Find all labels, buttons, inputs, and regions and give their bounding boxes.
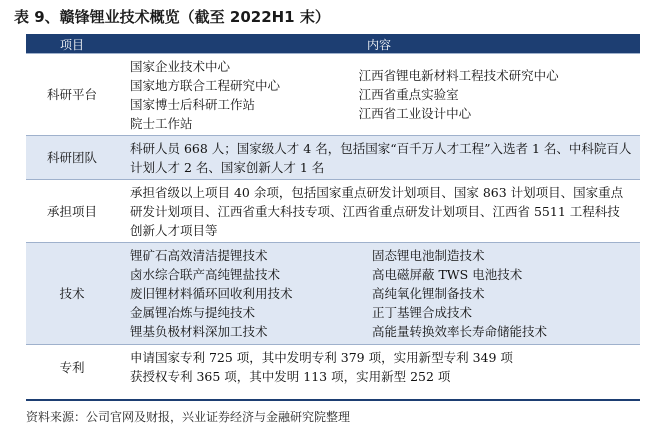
list-item: 锂矿石高效清洁提锂技术: [130, 248, 268, 263]
list-item: 锂基负极材料深加工技术: [130, 324, 268, 339]
list-item: 高能量转换效率长寿命储能技术: [372, 324, 548, 339]
list-item: 国家企业技术中心: [130, 58, 231, 74]
projects-text: 承担省级以上项目 40 余项，包括国家重点研发计划项目、国家 863 计划项目、国家重点研发计划项目、江西省重大科技专项、江西省重点研发计划项目、江西省 5511 工程科技创新人才项目等: [130, 184, 624, 238]
list-item: 江西省锂电新材料工程技术研究中心: [358, 68, 559, 83]
header-content: 内容: [118, 36, 640, 54]
table-row-tech: [26, 243, 640, 345]
list-item: 高电磁屏蔽 TWS 电池技术: [372, 267, 523, 282]
row-content-projects: [118, 180, 640, 243]
list-item: 江西省工业设计中心: [358, 106, 472, 121]
list-item: 申请国家专利 725 项，其中发明专利 379 项，实用新型专利 349 项: [130, 350, 513, 366]
list-item: 固态锂电池制造技术: [372, 248, 485, 263]
row-label-tech: 技术: [26, 243, 118, 345]
row-content-team: [118, 136, 640, 180]
team-text: 科研人员 668 人；国家级人才 4 名，包括国家“百千万人才工程”入选者 1 名、中科院百人计划人才 2 名、国家创新人才 1 名: [130, 140, 632, 175]
table-row-team: [26, 136, 640, 180]
tech-right-list: [372, 246, 632, 341]
row-label-platform: 科研平台: [26, 54, 118, 136]
list-item: 金属锂冶炼与提纯技术: [130, 305, 256, 320]
list-item: 卤水综合联产高纯锂盐技术: [130, 267, 281, 282]
platform-right-list: [359, 66, 632, 123]
row-content-patent: [118, 345, 640, 390]
tech-left-list: [130, 246, 360, 341]
header-item: 项目: [26, 36, 118, 54]
bottom-rule: [26, 399, 640, 401]
list-item: 正丁基锂合成技术: [372, 305, 473, 320]
row-content-tech: [118, 243, 640, 345]
table-row-projects: [26, 180, 640, 243]
list-item: 废旧锂材料循环回收利用技术: [130, 286, 293, 301]
table-row-patent: [26, 345, 640, 390]
platform-left-list: [130, 57, 359, 133]
row-content-platform: [118, 54, 640, 136]
list-item: 院士工作站: [130, 115, 193, 131]
row-label-patent: 专利: [26, 345, 118, 390]
header-row: [26, 36, 640, 54]
tech-overview-table: [26, 36, 640, 390]
table-row-platform: [26, 54, 640, 136]
row-label-projects: 承担项目: [26, 180, 118, 243]
list-item: 获授权专利 365 项，其中发明 113 项，实用新型 252 项: [130, 369, 451, 385]
source-note: 资料来源：公司官网及财报，兴业证券经济与金融研究院整理: [26, 410, 351, 424]
list-item: 高纯氧化锂制备技术: [372, 286, 485, 301]
list-item: 国家博士后科研工作站: [130, 96, 256, 112]
list-item: 江西省重点实验室: [358, 87, 459, 102]
row-label-team: 科研团队: [26, 136, 118, 180]
table-title: 表 9、赣锋锂业技术概览（截至 2022H1 末）: [14, 8, 330, 26]
list-item: 国家地方联合工程研究中心: [130, 77, 281, 93]
